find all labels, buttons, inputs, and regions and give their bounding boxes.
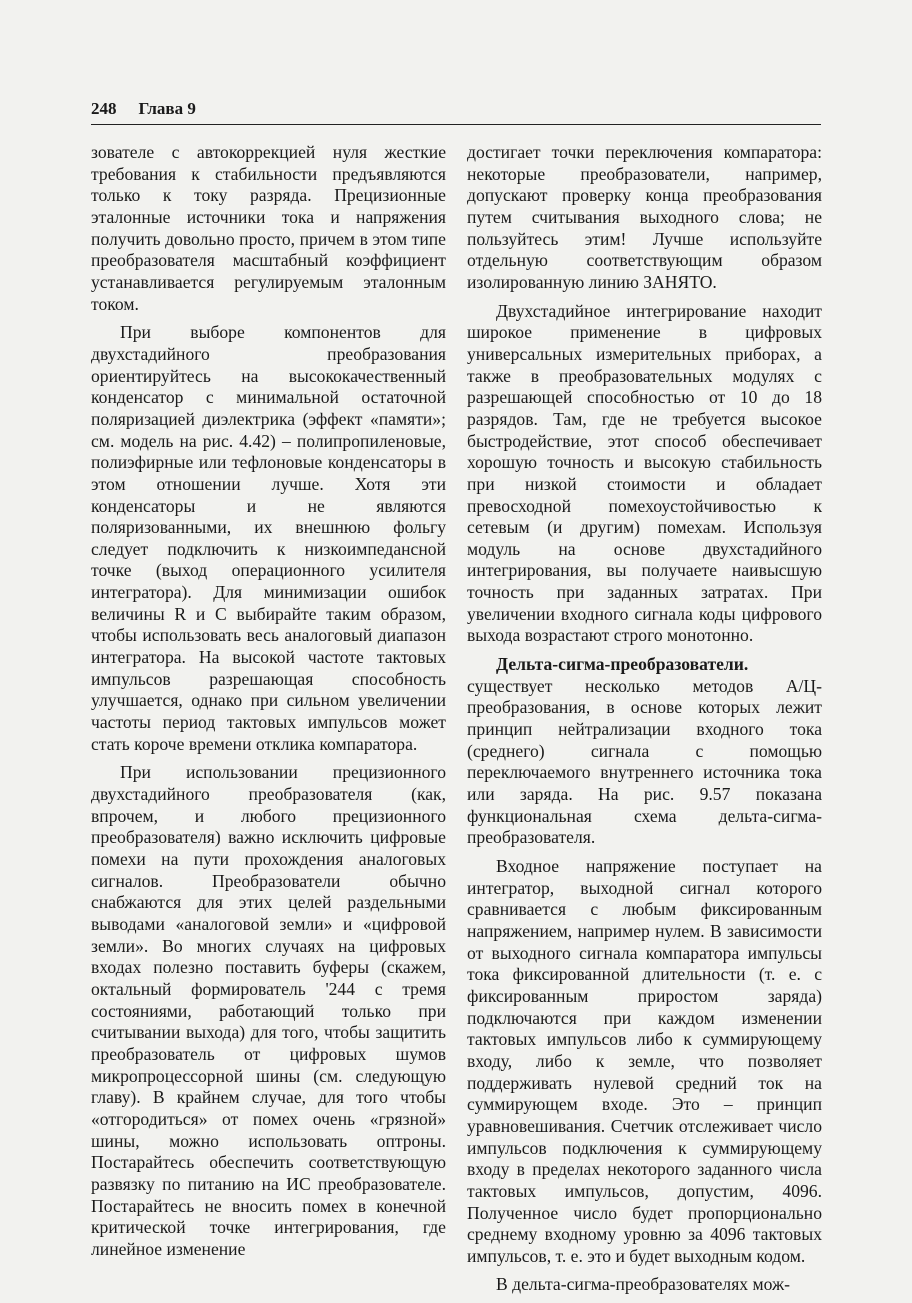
page-number: 248 (91, 99, 117, 118)
left-column (91, 142, 446, 1267)
paragraph: При использовании прецизионного двухстадийного преобразователя (как, впрочем, и любого прецизионного преобразователя) важно исключить цифровые помехи на пути прохождения аналоговых сигналов. Преобразователи обычно снабжаются для этих целей раздельными выводами «аналоговой земли» и «цифровой земли». Во многих случаях на цифровых входах полезно поставить буферы (скажем, октальный формирователь '244 с тремя состояниями, работающий только при считывании выхода) для того, чтобы защитить преобразователь от цифровых шумов микропроцессорной шины (см. следующую главу). В крайнем случае, для того чтобы «отгородиться» от помех очень «грязной» шины, можно использовать оптроны. Постарайтесь обеспечить соответствующую развязку по питанию на ИС преобразователе. Постарайтесь не вносить помех в конечной критической точке интегрирования, где линейное изменение (91, 762, 446, 1259)
paragraph: В дельта-сигма-преобразователях мож- (496, 1274, 791, 1295)
paragraph: При выборе компонентов для двухстадийного преобразования ориентируйтесь на высококачественный конденсатор с минимальной остаточной поляризацией диэлектрика (эффект «памяти»; см. модель на рис. 4.42) – полипропиленовые, полиэфирные или тефлоновые конденсаторы в этом отношении лучше. Хотя эти конденсаторы и не являются поляризованными, их внешнюю фольгу следует подключить к низкоимпедансной точке (выход операционного усилителя интегратора). Для минимизации ошибок величины R и C выбирайте таким образом, чтобы использовать весь аналоговый диапазон интегратора. На высокой частоте тактовых импульсов разрешающая способность улучшается, однако при сильном увеличении частоты период тактовых импульсов может стать короче времени отклика компаратора. (91, 322, 446, 754)
paragraph: достигает точки переключения компаратора: некоторые преобразователи, например, допускают проверку конца преобразования путем считывания выходного слова; не пользуйтесь этим! Лучше используйте отдельную соответствующим образом изолированную линию ЗАНЯТО. (467, 142, 822, 292)
section-heading: Дельта-сигма-преобразователи. (496, 654, 749, 675)
paragraph-with-heading (467, 654, 822, 849)
chapter-title: Глава 9 (138, 99, 196, 118)
paragraph: Входное напряжение поступает на интегратор, выходной сигнал которого сравнивается с любым фиксированным напряжением, например нулем. В зависимости от выходного сигнала компаратора импульсы тока фиксированной длительности (т. е. с фиксированным приростом заряда) подключаются при каждом изменении тактовых импульсов либо к суммирующему входу, либо к земле, что позволяет поддерживать нулевой средний ток на суммирующем входе. Это – принцип уравновешивания. Счетчик отслеживает число импульсов подключения к суммирующему входу в пределах некоторого заданного числа тактовых импульсов, допустим, 4096. Полученное число будет пропорционально среднему входному уровню за 4096 тактовых импульсов, т. е. это и будет выходным кодом. (467, 856, 822, 1266)
paragraph: Двухстадийное интегрирование находит широкое применение в цифровых универсальных измерительных приборах, а также в преобразовательных модулях с разрешающей способностью от 10 до 18 разрядов. Там, где не требуется высокое быстродействие, этот способ обеспечивает хорошую точность и высокую стабильность при низкой стоимости и обладает превосходной помехоустойчивостью к сетевым (и другим) помехам. Используя модуль на основе двухстадийного интегрирования, вы получаете наивысшую точность при заданных затратах. При увеличении входного сигнала коды цифрового выхода возрастают строго монотонно. (467, 300, 822, 646)
running-header (91, 98, 821, 125)
right-column (467, 142, 822, 1303)
paragraph-text: существует несколько методов А/Ц-преобразования, в основе которых лежит принцип нейтрализации входного тока (среднего) сигнала с помощью переключаемого внутреннего источника тока или заряда. На рис. 9.57 показана функциональная схема дельта-сигма-преобразователя. (467, 675, 822, 848)
paragraph: зователе с автокоррекцией нуля жесткие требования к стабильности предъявляются только к току разряда. Прецизионные эталонные источники тока и напряжения получить довольно просто, причем в этом типе преобразователя масштабный коэффициент устанавливается регулируемым эталонным током. (91, 142, 446, 314)
